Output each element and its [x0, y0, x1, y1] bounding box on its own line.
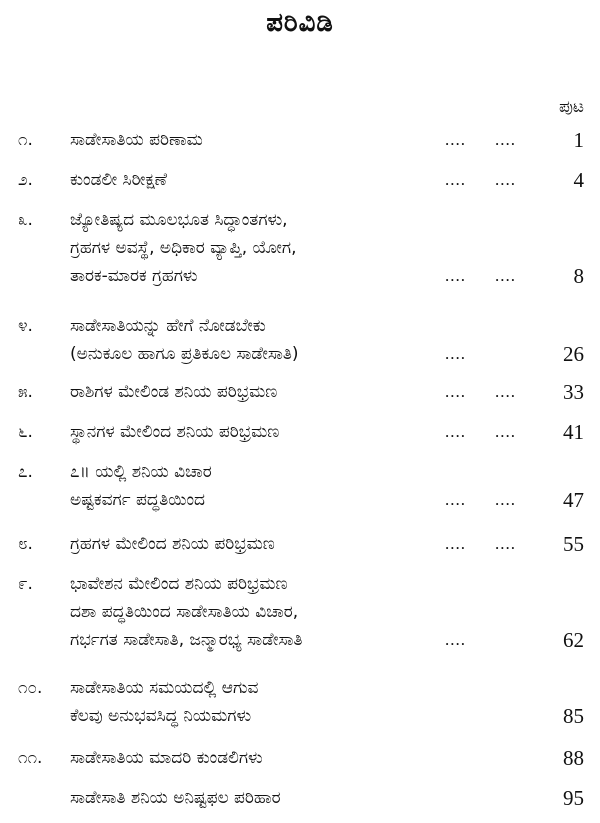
entry-title-line: ಗ್ರಹಗಳ ಅವಸ್ಥೆ, ಅಧಿಕಾರ ವ್ಯಾಪ್ತಿ, ಯೋಗ, — [70, 238, 297, 258]
entry-title-line: ಸಾಡೇಸಾತಿಯ ಮಾದರಿ ಕುಂಡಲಿಗಳು — [70, 748, 263, 768]
entry-number: ೯. — [18, 574, 33, 594]
leader-dots: .... — [445, 630, 466, 649]
entry-title — [70, 458, 440, 514]
entry-page-number: 85 — [563, 704, 584, 728]
entry-title — [70, 312, 440, 368]
entry-number: ೭. — [18, 462, 33, 482]
entry-page-number: 41 — [563, 420, 584, 444]
entry-page-number: 95 — [563, 786, 584, 810]
entry-title — [70, 674, 440, 730]
entry-title-line: ಸ್ಥಾನಗಳ ಮೇಲಿಂದ ಶನಿಯ ಪರಿಭ್ರಮಣ — [70, 422, 280, 442]
page-title: ಪರಿವಿಡಿ — [266, 8, 334, 38]
leader-dots: .... .... — [445, 130, 516, 149]
entry-title-line: ಸಾಡೇಸಾತಿಯನ್ನು ಹೇಗೆ ನೋಡಬೇಕು — [70, 316, 266, 336]
entry-title-line: ದಶಾ ಪದ್ಧತಿಯಿಂದ ಸಾಡೇಸಾತಿಯ ವಿಚಾರ, — [70, 602, 299, 622]
entry-page-number: 47 — [563, 488, 584, 512]
leader-dots: .... .... — [445, 534, 516, 553]
entry-title — [70, 166, 440, 194]
entry-page-number: 8 — [573, 264, 584, 288]
entry-number: ೧೦. — [18, 678, 43, 698]
entry-title-line: ಗರ್ಭಗತ ಸಾಡೇಸಾತಿ, ಜನ್ಮಾರಭ್ಯ ಸಾಡೇಸಾತಿ — [70, 630, 303, 650]
page-column-header: ಪುಟ — [559, 97, 584, 117]
entry-number: ೫. — [18, 382, 33, 402]
entry-number: ೪. — [18, 316, 33, 336]
entry-title — [70, 784, 440, 812]
entry-title-line: ಸಾಡೇಸಾತಿಯ ಪರಿಣಾಮ — [70, 130, 203, 150]
entry-title-line: ೭॥ ಯಲ್ಲಿ ಶನಿಯ ವಿಚಾರ — [70, 462, 212, 482]
entry-title-line: ಜ್ಯೋತಿಷ್ಯದ ಮೂಲಭೂತ ಸಿದ್ಧಾಂತಗಳು, — [70, 210, 288, 230]
entry-title-line: ಗ್ರಹಗಳ ಮೇಲಿಂದ ಶನಿಯ ಪರಿಭ್ರಮಣ — [70, 534, 275, 554]
entry-page-number: 55 — [563, 532, 584, 556]
entry-page-number: 62 — [563, 628, 584, 652]
leader-dots: .... .... — [445, 422, 516, 441]
entry-title-line: ಅಷ್ಟಕವರ್ಗ ಪದ್ಧತಿಯಿಂದ — [70, 490, 205, 510]
entry-number: ೮. — [18, 534, 33, 554]
entry-title-line: ಸಾಡೇಸಾತಿಯ ಸಮಯದಲ್ಲಿ ಆಗುವ — [70, 678, 259, 698]
leader-dots: .... .... — [445, 170, 516, 189]
entry-page-number: 1 — [573, 128, 584, 152]
entry-number: ೬. — [18, 422, 33, 442]
entry-title — [70, 530, 440, 558]
entry-title-line: ಕೆಲವು ಅನುಭವಸಿದ್ಧ ನಿಯಮಗಳು — [70, 706, 252, 726]
leader-dots: .... .... — [445, 266, 516, 285]
leader-dots: .... — [445, 344, 466, 363]
entry-title — [70, 206, 440, 290]
entry-title-line: ರಾಶಿಗಳ ಮೇಲಿಂಡ ಶನಿಯ ಪರಿಭ್ರಮಣ — [70, 382, 278, 402]
entry-page-number: 4 — [573, 168, 584, 192]
entry-title-line: ತಾರಕ-ಮಾರಕ ಗ್ರಹಗಳು — [70, 266, 198, 286]
entry-title-line: ಕುಂಡಲೀ ಸಿರೀಕ್ಷಣೆ — [70, 170, 168, 190]
entry-title — [70, 126, 440, 154]
entry-title — [70, 570, 440, 654]
entry-title-line: (ಅನುಕೂಲ ಹಾಗೂ ಪ್ರತಿಕೂಲ ಸಾಡೇಸಾತಿ) — [70, 344, 299, 364]
entry-title-line: ಸಾಡೇಸಾತಿ ಶನಿಯ ಅನಿಷ್ಟಫಲ ಪರಿಹಾರ — [70, 788, 281, 808]
leader-dots: .... .... — [445, 490, 516, 509]
entry-page-number: 26 — [563, 342, 584, 366]
entry-title — [70, 418, 440, 446]
entry-title — [70, 744, 440, 772]
entry-title-line: ಭಾವೇಶನ ಮೇಲಿಂದ ಶನಿಯ ಪರಿಭ್ರಮಣ — [70, 574, 288, 594]
entry-page-number: 88 — [563, 746, 584, 770]
entry-page-number: 33 — [563, 380, 584, 404]
entry-number: ೩. — [18, 210, 33, 230]
entry-number: ೧೧. — [18, 748, 43, 768]
entry-number: ೨. — [18, 170, 33, 190]
entry-number: ೧. — [18, 130, 33, 150]
leader-dots: .... .... — [445, 382, 516, 401]
entry-title — [70, 378, 440, 406]
